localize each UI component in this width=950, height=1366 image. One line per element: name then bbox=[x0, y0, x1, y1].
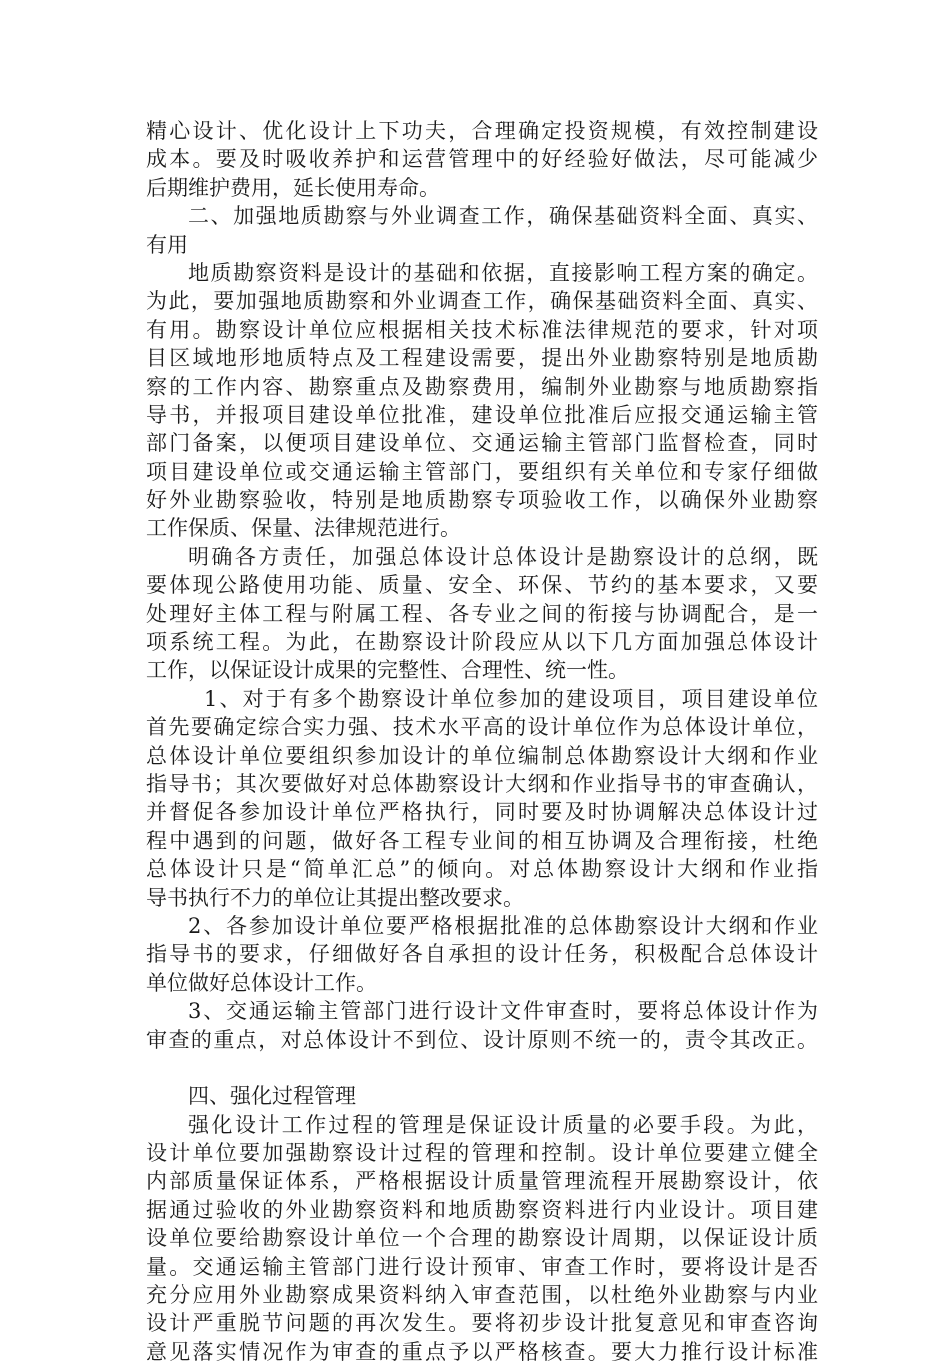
text-line: 强化设计工作过程的管理是保证设计质量的必要手段。为此， bbox=[188, 1112, 818, 1137]
text-line: 为此，要加强地质勘察和外业调查工作，确保基础资料全面、真实、 bbox=[146, 289, 818, 314]
text-line: 程中遇到的问题，做好各工程专业间的相互协调及合理衔接，杜绝 bbox=[146, 828, 818, 853]
text-line: 四、强化过程管理 bbox=[188, 1084, 356, 1109]
text-line: 单位做好总体设计工作。 bbox=[146, 970, 377, 995]
text-line: 好外业勘察验收，特别是地质勘察专项验收工作，以确保外业勘察 bbox=[146, 488, 818, 513]
text-line: 工作保质、保量、法律规范进行。 bbox=[146, 516, 461, 541]
text-line: 2、各参加设计单位要严格根据批准的总体勘察设计大纲和作业 bbox=[188, 913, 818, 938]
text-line: 部门备案，以便项目建设单位、交通运输主管部门监督检查，同时 bbox=[146, 431, 818, 456]
text-line: 指导书；其次要做好对总体勘察设计大纲和作业指导书的审查确认， bbox=[146, 771, 818, 796]
text-line: 目区域地形地质特点及工程建设需要，提出外业勘察特别是地质勘 bbox=[146, 346, 818, 371]
text-line: 充分应用外业勘察成果资料纳入审查范围，以杜绝外业勘察与内业 bbox=[146, 1283, 818, 1308]
text-line: 导书，并报项目建设单位批准，建设单位批准后应报交通运输主管 bbox=[146, 402, 818, 427]
text-line: 工作，以保证设计成果的完整性、合理性、统一性。 bbox=[146, 658, 629, 683]
text-line: 有用 bbox=[146, 232, 188, 257]
text-line: 精心设计、优化设计上下功夫，合理确定投资规模，有效控制建设 bbox=[146, 119, 818, 143]
document-body bbox=[146, 117, 818, 1366]
text-line: 项系统工程。为此，在勘察设计阶段应从以下几方面加强总体设计 bbox=[146, 630, 818, 655]
text-line: 处理好主体工程与附属工程、各专业之间的衔接与协调配合，是一 bbox=[146, 601, 818, 626]
text-line: 设计单位要加强勘察设计过程的管理和控制。设计单位要建立健全 bbox=[146, 1141, 818, 1166]
text-line: 3、交通运输主管部门进行设计文件审查时，要将总体设计作为 bbox=[188, 999, 818, 1024]
text-line: 察的工作内容、勘察重点及勘察费用，编制外业勘察与地质勘察指 bbox=[146, 374, 818, 399]
text-line: 量。交通运输主管部门进行设计预审、审查工作时，要将设计是否 bbox=[146, 1254, 818, 1279]
text-line: 指导书的要求，仔细做好各自承担的设计任务，积极配合总体设计 bbox=[146, 942, 818, 967]
text-line: 总体设计只是“简单汇总”的倾向。对总体勘察设计大纲和作业指 bbox=[146, 857, 818, 882]
text-line: 导书执行不力的单位让其提出整改要求。 bbox=[146, 885, 524, 910]
text-line: 明确各方责任，加强总体设计总体设计是勘察设计的总纲，既 bbox=[188, 544, 818, 569]
blank-line bbox=[146, 1054, 818, 1082]
text-line: 成本。要及时吸收养护和运营管理中的好经验好做法，尽可能减少 bbox=[146, 147, 818, 172]
text-line: 据通过验收的外业勘察资料和地质勘察资料进行内业设计。项目建 bbox=[146, 1197, 818, 1222]
text-line: 内部质量保证体系，严格根据设计质量管理流程开展勘察设计，依 bbox=[146, 1169, 818, 1194]
text-line: 审查的重点，对总体设计不到位、设计原则不统一的，责令其改正。 bbox=[146, 1027, 818, 1052]
text-line: 二、加强地质勘察与外业调查工作，确保基础资料全面、真实、 bbox=[188, 204, 818, 229]
text-line: 有用。勘察设计单位应根据相关技术标准法律规范的要求，针对项 bbox=[146, 317, 818, 342]
text-line: 地质勘察资料是设计的基础和依据，直接影响工程方案的确定。 bbox=[188, 260, 818, 285]
text-line: 1、对于有多个勘察设计单位参加的建设项目，项目建设单位 bbox=[204, 686, 818, 711]
text-line: 要体现公路使用功能、质量、安全、环保、节约的基本要求，又要 bbox=[146, 573, 818, 598]
text-line: 设计严重脱节问题的再次发生。要将初步设计批复意见和审查咨询 bbox=[146, 1311, 818, 1336]
text-line: 后期维护费用，延长使用寿命。 bbox=[146, 175, 440, 200]
text-line: 并督促各参加设计单位严格执行，同时要及时协调解决总体设计过 bbox=[146, 800, 818, 825]
text-line: 项目建设单位或交通运输主管部门，要组织有关单位和专家仔细做 bbox=[146, 459, 818, 484]
text-line: 首先要确定综合实力强、技术水平高的设计单位作为总体设计单位， bbox=[146, 715, 818, 740]
text-line: 设单位要给勘察设计单位一个合理的勘察设计周期，以保证设计质 bbox=[146, 1226, 818, 1251]
text-line: 总体设计单位要组织参加设计的单位编制总体勘察设计大纲和作业 bbox=[146, 743, 818, 768]
text-line: 意见落实情况作为审查的重点予以严格核查。要大力推行设计标准 bbox=[146, 1339, 818, 1364]
